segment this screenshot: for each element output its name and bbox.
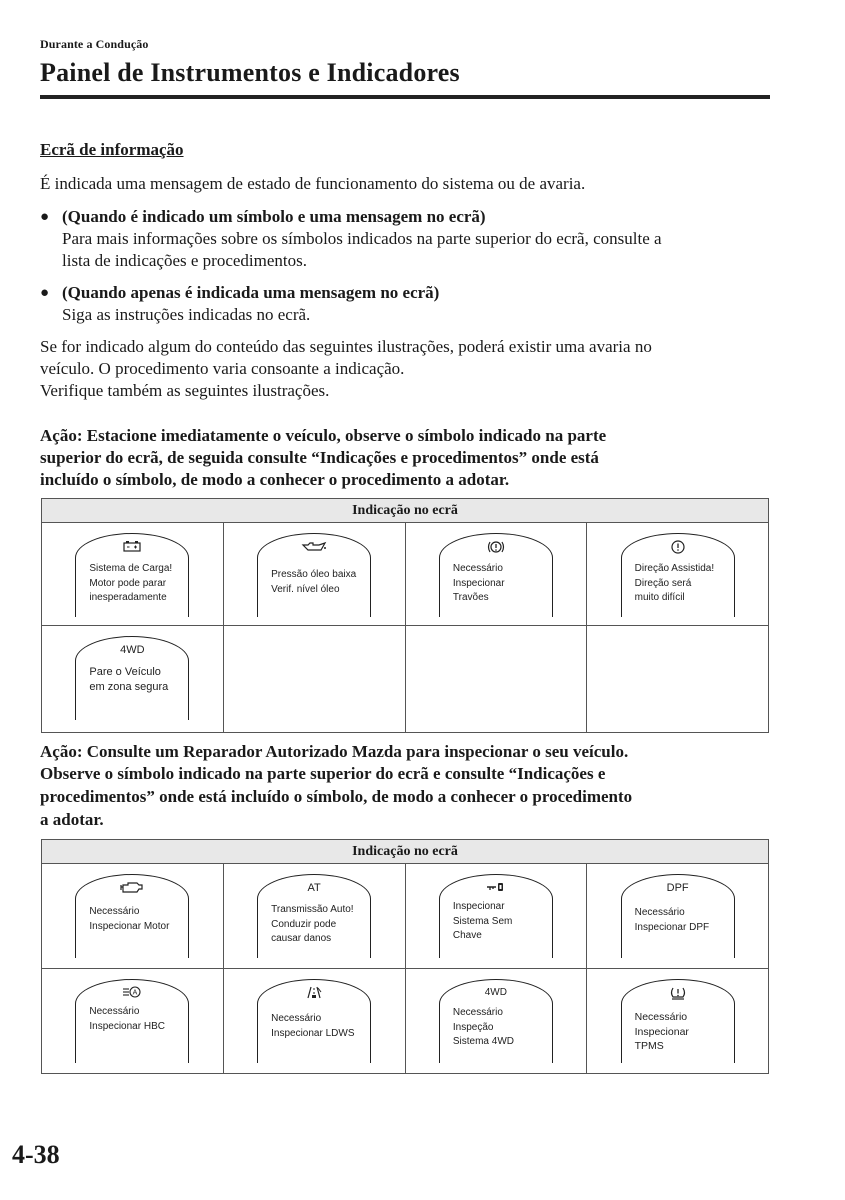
action-text: procedimentos” onde está incluído o símbolo, de modo a conhecer o procedimento: [40, 787, 633, 806]
message-line: Necessário: [634, 907, 685, 918]
message-line: inesperadamente: [89, 592, 167, 603]
indicator-message: [89, 665, 189, 695]
svg-text:A: A: [133, 989, 138, 997]
indicator-table-stop: [41, 498, 769, 733]
message-line: Chave: [452, 930, 482, 941]
bullet-heading: (Quando é indicado um símbolo e uma mensagem no ecrã): [62, 207, 486, 226]
indicator-message: [635, 1010, 735, 1054]
indicator-cell-dpf: [587, 864, 768, 968]
display-screen: [439, 979, 553, 1063]
page-number: 4-38: [12, 1140, 60, 1169]
display-screen: [257, 979, 371, 1063]
message-line: Verif. nível óleo: [271, 583, 340, 595]
indicator-message: [271, 1012, 371, 1041]
action-text: superior do ecrã, de seguida consulte “Indicações e procedimentos” onde está: [40, 448, 599, 467]
engine-icon: [76, 881, 188, 895]
action-text: Ação: Estacione imediatamente o veículo, observe o símbolo indicado na parte: [40, 426, 607, 445]
indicator-cell-ldws: [224, 969, 406, 1073]
indicator-cell-4wd-stop: [42, 626, 224, 732]
display-screen: [75, 636, 189, 720]
table-header: Indicação no ecrã: [42, 499, 768, 523]
message-line: Inspecionar DPF: [634, 921, 710, 933]
message-line: Necessário: [452, 563, 503, 574]
indicator-cell-keyless: [406, 864, 588, 968]
paragraph-line: Verifique também as seguintes ilustrações.: [40, 381, 330, 400]
oil-can-icon: [258, 540, 370, 554]
message-line: Transmissão Auto!: [271, 904, 354, 915]
display-screen: [621, 874, 735, 958]
message-line: Pare o Veículo: [89, 666, 161, 678]
indicator-message: [635, 562, 735, 606]
indicator-message: [453, 562, 553, 606]
message-line: Necessário: [452, 1007, 503, 1018]
indicator-message: [89, 905, 189, 934]
message-line: Necessário: [271, 1013, 322, 1024]
message-line: Inspecionar: [452, 577, 505, 589]
display-screen: [621, 979, 735, 1063]
message-line: Sistema de Carga!: [89, 563, 173, 574]
indicator-cell-brakes: [406, 523, 588, 625]
key-icon: [440, 881, 552, 895]
indicator-cell-charging: [42, 523, 224, 625]
steering-warning-icon: [622, 540, 734, 554]
message-line: Necessário: [89, 906, 140, 917]
display-screen: [257, 874, 371, 958]
message-line: Conduzir pode: [271, 918, 337, 930]
empty-cell: [587, 626, 768, 732]
bullet-text: Siga as instruções indicadas no ecrã.: [62, 305, 311, 324]
message-line: Motor pode parar: [89, 577, 167, 589]
message-line: Inspecionar: [634, 1025, 689, 1038]
message-line: Sistema 4WD: [452, 1036, 514, 1047]
message-line: Necessário: [634, 1011, 688, 1023]
indicator-cell-4wd-inspect: [406, 969, 588, 1073]
empty-cell: [406, 626, 588, 732]
indicator-cell-at: [224, 864, 406, 968]
indicator-table-inspect: [41, 839, 769, 1074]
dpf-label: DPF: [666, 882, 689, 894]
action-text: Ação: Consulte um Reparador Autorizado Mazda para inspecionar o seu veículo.: [40, 742, 629, 761]
info-intro: É indicada uma mensagem de estado de funcionamento do sistema ou de avaria.: [40, 174, 586, 193]
4wd-label: 4WD: [484, 987, 507, 998]
message-line: Inspecionar: [452, 901, 505, 912]
action-text: Observe o símbolo indicado na parte superior do ecrã e consulte “Indicações e: [40, 764, 606, 783]
4wd-label: 4WD: [120, 644, 145, 656]
empty-cell: [224, 626, 406, 732]
info-heading: Ecrã de informação: [40, 140, 184, 159]
indicator-message: [453, 900, 553, 944]
display-screen: [75, 533, 189, 617]
message-line: Necessário: [89, 1006, 140, 1017]
message-line: em zona segura: [89, 681, 169, 693]
indicator-cell-oil: [224, 523, 406, 625]
ldws-icon: [258, 986, 370, 1000]
message-line: Inspecionar Motor: [89, 920, 170, 932]
message-line: Direção Assistida!: [634, 563, 715, 574]
indicator-message: [635, 906, 735, 935]
paragraph-line: veículo. O procedimento varia consoante a indicação.: [40, 359, 405, 378]
at-label: AT: [307, 882, 321, 894]
display-screen: [75, 979, 189, 1063]
message-line: Inspeção: [452, 1021, 494, 1033]
bullet-heading: (Quando apenas é indicada uma mensagem no ecrã): [62, 283, 440, 302]
paragraph-line: Se for indicado algum do conteúdo das seguintes ilustrações, poderá existir uma avaria no: [40, 337, 652, 356]
display-screen: [257, 533, 371, 617]
section-label: Durante a Condução: [40, 37, 149, 51]
action-text: a adotar.: [40, 810, 104, 829]
action-text: incluído o símbolo, de modo a conhecer o procedimento a adotar.: [40, 470, 510, 489]
indicator-message: [271, 568, 371, 597]
page-title: Painel de Instrumentos e Indicadores: [40, 58, 460, 87]
battery-icon: [76, 540, 188, 554]
indicator-message: [89, 562, 189, 606]
message-line: Direção será: [634, 577, 692, 589]
indicator-cell-engine: [42, 864, 224, 968]
indicator-cell-hbc: [42, 969, 224, 1073]
tpms-icon: [622, 986, 734, 1000]
bullet-text: Para mais informações sobre os símbolos indicados na parte superior do ecrã, consulte a: [62, 229, 662, 248]
table-row: [42, 626, 768, 732]
table-row: [42, 523, 768, 626]
display-screen: [439, 874, 553, 958]
indicator-message: [271, 903, 371, 947]
title-rule: [40, 95, 770, 99]
message-line: Sistema Sem: [452, 915, 513, 927]
table-row: [42, 864, 768, 969]
brake-warning-icon: [440, 540, 552, 554]
display-screen: [75, 874, 189, 958]
message-line: Pressão óleo baixa: [271, 569, 357, 580]
bullet-text: lista de indicações e procedimentos.: [62, 251, 307, 270]
message-line: Travões: [452, 592, 489, 603]
display-screen: [439, 533, 553, 617]
message-line: causar danos: [271, 933, 332, 944]
message-line: TPMS: [634, 1040, 664, 1052]
hbc-icon: [76, 986, 188, 1000]
display-screen: [621, 533, 735, 617]
message-line: Inspecionar LDWS: [271, 1027, 355, 1039]
indicator-cell-tpms: [587, 969, 768, 1073]
message-line: Inspecionar HBC: [89, 1020, 165, 1032]
manual-page: [12, 0, 770, 1200]
bullet-marker: ●: [40, 209, 50, 225]
indicator-message: [453, 1006, 553, 1050]
table-header: Indicação no ecrã: [42, 840, 768, 864]
bullet-marker: ●: [40, 285, 50, 301]
indicator-cell-steering: [587, 523, 768, 625]
table-row: [42, 969, 768, 1073]
indicator-message: [89, 1005, 189, 1034]
message-line: muito difícil: [634, 592, 685, 603]
